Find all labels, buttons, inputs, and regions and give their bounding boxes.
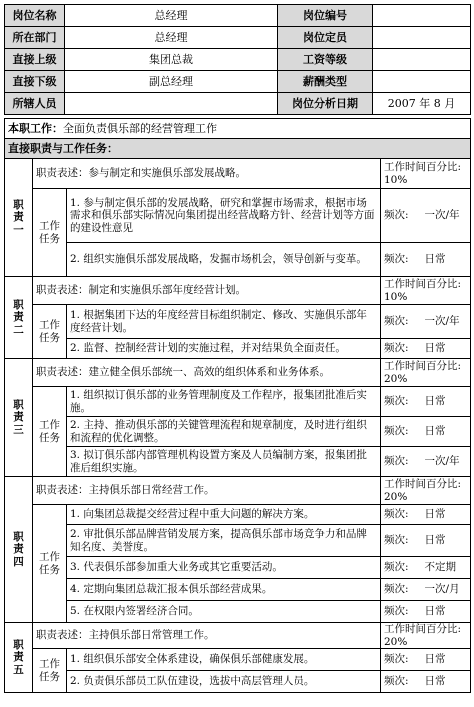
task-freq: 频次: 一次/年	[381, 447, 471, 477]
task-freq: 频次: 日常	[381, 649, 471, 671]
task-row	[5, 417, 471, 447]
task-freq: 频次: 日常	[381, 243, 471, 277]
task-label: 工作任务	[33, 505, 67, 623]
task-row	[5, 387, 471, 417]
task-row	[5, 671, 471, 693]
info-label: 所在部门	[5, 27, 65, 49]
info-label: 工资等级	[278, 49, 373, 71]
task-row	[5, 189, 471, 243]
task-freq: 频次: 日常	[381, 387, 471, 417]
task-freq: 频次: 日常	[381, 339, 471, 359]
info-value	[373, 49, 471, 71]
duty-pct: 工作时间百分比: 10%	[381, 159, 471, 189]
task-label: 工作任务	[33, 649, 67, 693]
info-value	[373, 27, 471, 49]
task-text: 1. 参与制定俱乐部的发展战略，研究和掌握市场需求，根据市场需求和俱乐部实际情况向集团提出经营战略方针、经营计划等方面的建设性意见	[67, 189, 381, 243]
task-row	[5, 649, 471, 671]
main-work-table	[4, 118, 471, 159]
duty-desc: 职责表述：主持俱乐部日常管理工作。	[33, 623, 381, 649]
task-row	[5, 579, 471, 601]
duty-desc: 职责表述：参与制定和实施俱乐部发展战略。	[33, 159, 381, 189]
info-label: 岗位名称	[5, 5, 65, 27]
duty-pct: 工作时间百分比: 20%	[381, 359, 471, 387]
task-freq: 频次: 日常	[381, 671, 471, 693]
task-row	[5, 525, 471, 557]
task-freq: 频次: 日常	[381, 505, 471, 525]
info-value	[373, 5, 471, 27]
info-label: 薪酬类型	[278, 71, 373, 93]
info-value	[65, 93, 278, 115]
duty-3-desc-row	[5, 359, 471, 387]
task-freq: 频次: 一次/月	[381, 579, 471, 601]
duty-4-desc-row	[5, 477, 471, 505]
task-row	[5, 557, 471, 579]
duties-title-row	[5, 139, 471, 159]
task-row	[5, 505, 471, 525]
job-info-table	[4, 4, 471, 115]
task-label: 工作任务	[33, 305, 67, 359]
duty-1-name: 职 责 一	[5, 159, 33, 277]
task-freq: 频次: 日常	[381, 417, 471, 447]
duty-pct: 工作时间百分比: 20%	[381, 623, 471, 649]
info-label: 岗位编号	[278, 5, 373, 27]
task-freq: 频次: 日常	[381, 601, 471, 623]
duty-5-name: 职 责 五	[5, 623, 33, 693]
task-text: 2. 组织实施俱乐部发展战略，发掘市场机会，领导创新与变革。	[67, 243, 381, 277]
info-row-superior	[5, 49, 471, 71]
task-freq: 频次: 一次/年	[381, 305, 471, 339]
task-text: 3. 代表俱乐部参加重大业务或其它重要活动。	[67, 557, 381, 579]
info-value	[373, 71, 471, 93]
task-text: 4. 定期向集团总裁汇报本俱乐部经营成果。	[67, 579, 381, 601]
main-work-label: 本职工作：	[8, 122, 63, 135]
info-label: 直接上级	[5, 49, 65, 71]
info-value: 2007 年 8 月	[373, 93, 471, 115]
info-value: 总经理	[65, 27, 278, 49]
task-text: 5. 在权限内签署经济合同。	[67, 601, 381, 623]
info-value: 集团总裁	[65, 49, 278, 71]
duty-5-desc-row	[5, 623, 471, 649]
task-freq: 频次: 日常	[381, 525, 471, 557]
duty-desc: 职责表述：制定和实施俱乐部年度经营计划。	[33, 277, 381, 305]
duty-desc: 职责表述：建立健全俱乐部统一、高效的组织体系和业务体系。	[33, 359, 381, 387]
info-value: 副总经理	[65, 71, 278, 93]
task-text: 1. 组织拟订俱乐部的业务管理制度及工作程序，报集团批准后实施。	[67, 387, 381, 417]
task-row	[5, 243, 471, 277]
main-work-text: 全面负责俱乐部的经营管理工作	[63, 122, 217, 135]
info-label: 岗位定员	[278, 27, 373, 49]
info-row-dept	[5, 27, 471, 49]
duty-1-desc-row	[5, 159, 471, 189]
task-row	[5, 305, 471, 339]
task-freq: 频次: 一次/年	[381, 189, 471, 243]
task-text: 1. 组织俱乐部安全体系建设，确保俱乐部健康发展。	[67, 649, 381, 671]
task-text: 2. 负责俱乐部员工队伍建设，选拔中高层管理人员。	[67, 671, 381, 693]
main-work-row	[5, 119, 471, 139]
duties-table	[4, 158, 471, 693]
task-text: 2. 审批俱乐部品牌营销发展方案，提高俱乐部市场竞争力和品牌知名度、美誉度。	[67, 525, 381, 557]
info-row-subordinate	[5, 71, 471, 93]
task-label: 工作任务	[33, 189, 67, 277]
duties-title: 直接职责与工作任务：	[8, 142, 118, 155]
info-value: 总经理	[65, 5, 278, 27]
duty-4-name: 职 责 四	[5, 477, 33, 623]
info-label: 所辖人员	[5, 93, 65, 115]
task-text: 2. 主持、推动俱乐部的关键管理流程和规章制度，及时进行组织和流程的优化调整。	[67, 417, 381, 447]
duty-2-desc-row	[5, 277, 471, 305]
duty-desc: 职责表述：主持俱乐部日常经营工作。	[33, 477, 381, 505]
task-text: 1. 根据集团下达的年度经营目标组织制定、修改、实施俱乐部年度经营计划。	[67, 305, 381, 339]
duty-3-name: 职 责 三	[5, 359, 33, 477]
info-row-name	[5, 5, 471, 27]
info-label: 直接下级	[5, 71, 65, 93]
duty-pct: 工作时间百分比: 10%	[381, 277, 471, 305]
duty-pct: 工作时间百分比: 20%	[381, 477, 471, 505]
info-label: 岗位分析日期	[278, 93, 373, 115]
task-row	[5, 447, 471, 477]
info-row-staff	[5, 93, 471, 115]
task-text: 1. 向集团总裁提交经营过程中重大问题的解决方案。	[67, 505, 381, 525]
task-text: 3. 拟订俱乐部内部管理机构设置方案及人员编制方案，报集团批准后组织实施。	[67, 447, 381, 477]
task-row	[5, 339, 471, 359]
task-text: 2. 监督、控制经营计划的实施过程，并对结果负全面责任。	[67, 339, 381, 359]
task-row	[5, 601, 471, 623]
task-label: 工作任务	[33, 387, 67, 477]
task-freq: 频次: 不定期	[381, 557, 471, 579]
duty-2-name: 职 责 二	[5, 277, 33, 359]
